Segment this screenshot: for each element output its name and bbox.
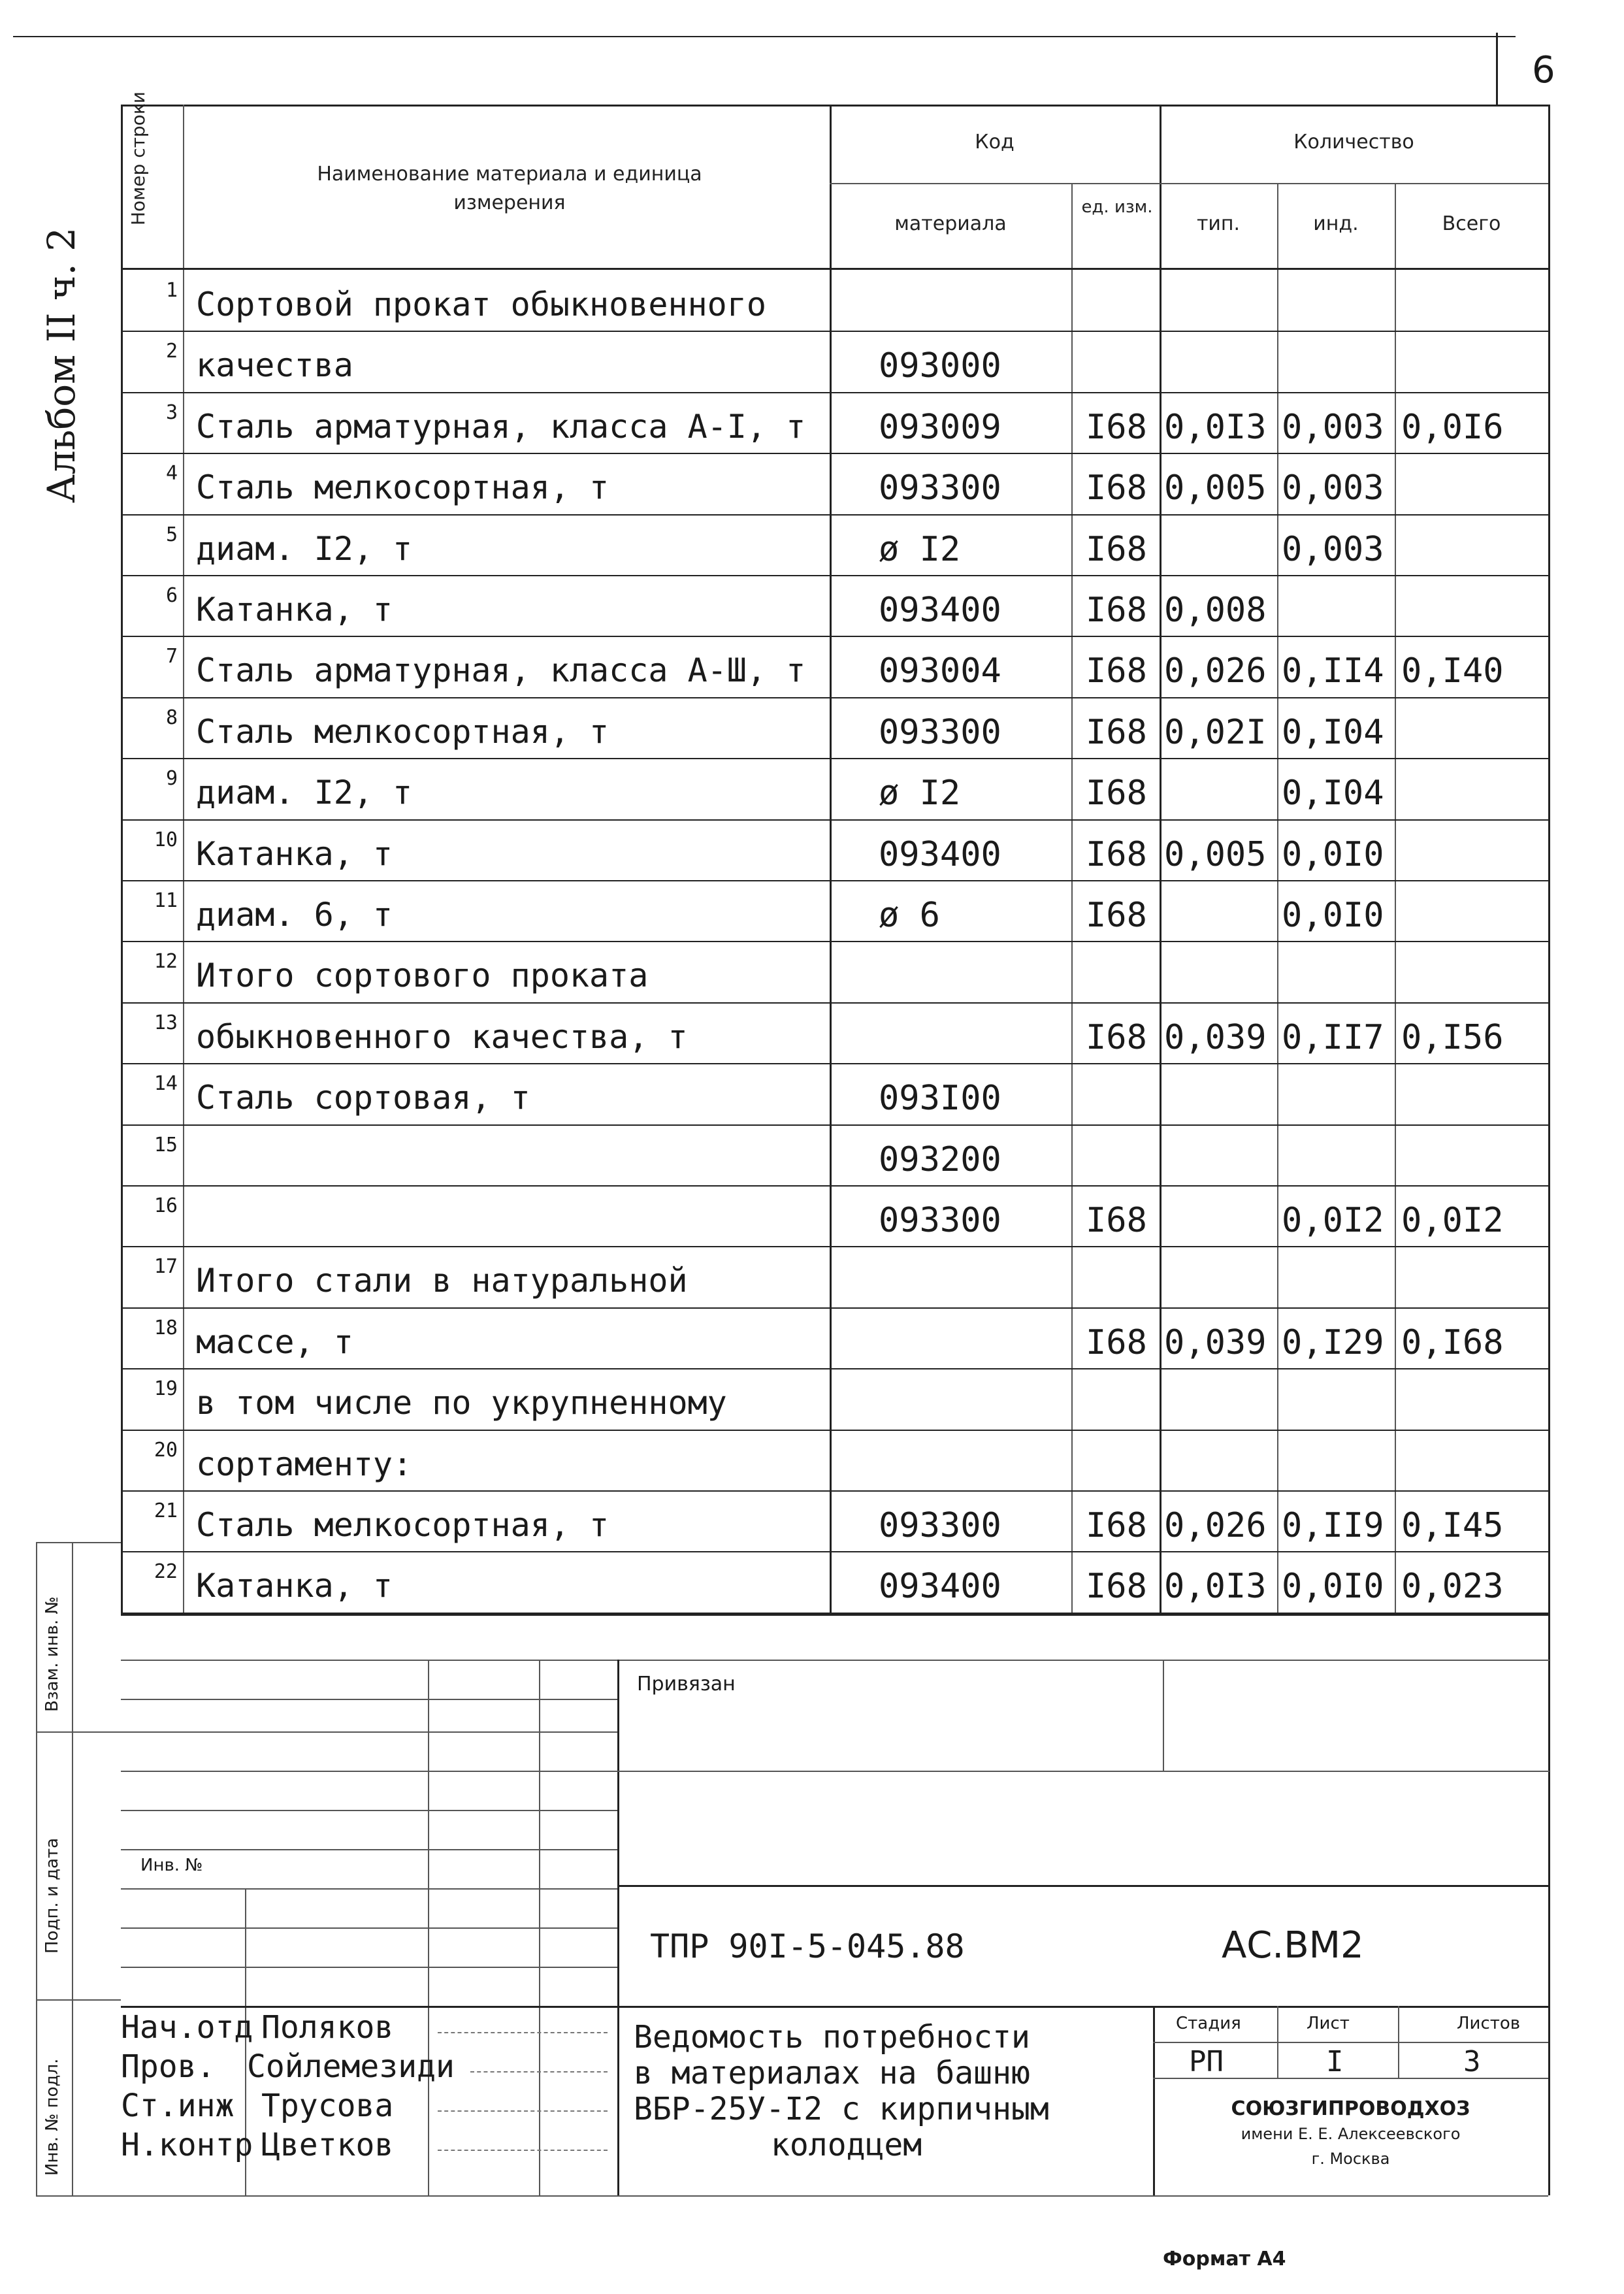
cell-unit: I68 <box>1086 1017 1147 1057</box>
cell-code: 093200 <box>879 1139 1001 1179</box>
cell-typ: 0,0I3 <box>1164 1567 1267 1607</box>
cell-total: 0,0I2 <box>1401 1201 1504 1240</box>
row-number: 9 <box>165 767 178 791</box>
row-divider <box>121 331 1550 332</box>
row-number: 8 <box>165 706 178 729</box>
title-line-2: в материалах на башню <box>634 2055 1030 2091</box>
header-code-unit: ед. изм. <box>1081 197 1153 217</box>
cell-name: Сталь мелкосортная, т <box>196 1506 609 1544</box>
row-divider <box>121 941 1550 942</box>
cell-name: в том числе по укрупненному <box>196 1384 727 1422</box>
cell-unit: I68 <box>1086 1201 1147 1240</box>
cell-ind: 0,I29 <box>1282 1322 1384 1362</box>
cell-unit: I68 <box>1086 529 1147 569</box>
stage-value: РП <box>1189 2045 1224 2078</box>
header-name: Наименование материала и единица измерения <box>317 163 702 214</box>
cell-name: массе, т <box>196 1322 353 1361</box>
cell-typ: 0,008 <box>1164 591 1267 630</box>
cell-typ: 0,039 <box>1164 1322 1267 1362</box>
sheet-code: АС.ВМ2 <box>1222 1924 1364 1967</box>
title-line-3: ВБР-25У-I2 с кирпичным <box>634 2091 1049 2127</box>
cell-total: 0,I56 <box>1401 1017 1504 1057</box>
header-quantity: Количество <box>1293 131 1414 154</box>
cell-unit: I68 <box>1086 896 1147 935</box>
stage-label: Стадия <box>1176 2014 1241 2033</box>
cell-name: Катанка, т <box>196 834 393 873</box>
row-number: 6 <box>165 584 178 607</box>
person-role-2: Пров. <box>121 2048 216 2085</box>
cell-name: Итого сортового проката <box>196 957 649 995</box>
cell-name: диам. I2, т <box>196 529 413 568</box>
cell-code: 093I00 <box>879 1079 1001 1119</box>
cell-ind: 0,003 <box>1282 529 1384 569</box>
row-divider <box>121 1002 1550 1004</box>
cell-code: ø 6 <box>879 896 940 935</box>
header-qty-ind: инд. <box>1313 212 1359 235</box>
row-divider <box>121 1246 1550 1247</box>
cell-code: 093400 <box>879 1567 1001 1607</box>
cell-total: 0,023 <box>1401 1567 1504 1607</box>
signature <box>438 2032 608 2033</box>
cell-name: сортаменту: <box>196 1445 413 1483</box>
org-line-2: имени Е. Е. Алексеевского <box>1241 2125 1461 2143</box>
person-name-3: Трусова <box>261 2088 394 2124</box>
cell-unit: I68 <box>1086 591 1147 630</box>
cell-name: диам. I2, т <box>196 774 413 812</box>
signature <box>470 2071 608 2073</box>
cell-name: Итого стали в натуральной <box>196 1262 688 1300</box>
row-divider <box>121 392 1550 393</box>
row-number: 21 <box>154 1499 178 1522</box>
cell-total: 0,I68 <box>1401 1322 1504 1362</box>
header-row-no: Номер строки <box>127 91 149 225</box>
row-divider <box>121 880 1550 881</box>
cell-typ: 0,005 <box>1164 834 1267 874</box>
row-number: 4 <box>165 462 178 485</box>
cell-unit: I68 <box>1086 1567 1147 1607</box>
cell-code: 093009 <box>879 407 1001 447</box>
row-divider <box>121 697 1550 698</box>
doc-code: ТПР 90I-5-045.88 <box>650 1927 965 1965</box>
cell-unit: I68 <box>1086 468 1147 508</box>
side-podp: Подп. и дата <box>42 1837 62 1954</box>
person-role-4: Н.контр <box>121 2127 253 2163</box>
side-vzam: Взам. инв. № <box>42 1596 62 1712</box>
cell-ind: 0,0I0 <box>1282 896 1384 935</box>
title-line-1: Ведомость потребности <box>634 2019 1030 2056</box>
cell-name: Сортовой прокат обыкновенного <box>196 286 766 323</box>
side-inv: Инв. № подл. <box>42 2058 62 2176</box>
row-number: 12 <box>154 950 178 974</box>
row-divider <box>121 575 1550 576</box>
row-number: 14 <box>154 1072 178 1096</box>
row-divider <box>121 453 1550 454</box>
frame-right <box>1548 105 1550 2195</box>
cell-typ: 0,0I3 <box>1164 407 1267 447</box>
row-divider <box>121 514 1550 516</box>
row-number: 2 <box>165 340 178 363</box>
row-divider <box>121 1124 1550 1126</box>
cell-ind: 0,II9 <box>1282 1506 1384 1545</box>
cell-name: Сталь арматурная, класса А-Ш, т <box>196 651 806 690</box>
cell-unit: I68 <box>1086 1506 1147 1545</box>
signature <box>438 2150 608 2151</box>
signature <box>438 2110 608 2112</box>
cell-total: 0,I45 <box>1401 1506 1504 1545</box>
row-number: 17 <box>154 1255 178 1279</box>
row-number: 19 <box>154 1377 178 1401</box>
row-number: 7 <box>165 645 178 668</box>
cell-ind: 0,I04 <box>1282 712 1384 752</box>
cell-unit: I68 <box>1086 651 1147 691</box>
person-role-1: Нач.отд <box>121 2009 253 2046</box>
cell-ind: 0,003 <box>1282 407 1384 447</box>
sheets-value: 3 <box>1463 2045 1481 2078</box>
row-number: 18 <box>154 1316 178 1339</box>
row-divider <box>121 819 1550 821</box>
album-label: Альбом II ч. 2 <box>39 227 84 503</box>
cell-unit: I68 <box>1086 407 1147 447</box>
cell-code: 093004 <box>879 651 1001 691</box>
cell-typ: 0,005 <box>1164 468 1267 508</box>
header-qty-typ: тип. <box>1196 212 1241 235</box>
person-role-3: Ст.инж <box>121 2088 235 2124</box>
cell-code: 093000 <box>879 346 1001 386</box>
row-number: 16 <box>154 1194 178 1217</box>
row-number: 13 <box>154 1011 178 1034</box>
cell-name: Сталь сортовая, т <box>196 1079 530 1117</box>
row-number: 22 <box>154 1560 178 1584</box>
row-number: 5 <box>165 523 178 546</box>
format-label: Формат А4 <box>1163 2248 1286 2270</box>
org-line-3: г. Москва <box>1311 2150 1390 2168</box>
cell-name: диам. 6, т <box>196 896 393 934</box>
cell-name: Сталь мелкосортная, т <box>196 468 609 507</box>
sheet-value: I <box>1326 2045 1344 2078</box>
row-divider <box>121 758 1550 759</box>
cell-name: обыкновенного качества, т <box>196 1017 688 1056</box>
row-divider <box>121 636 1550 637</box>
cell-typ: 0,026 <box>1164 1506 1267 1545</box>
cell-unit: I68 <box>1086 712 1147 752</box>
cell-typ: 0,02I <box>1164 712 1267 752</box>
row-number: 3 <box>165 401 178 424</box>
cell-ind: 0,I04 <box>1282 774 1384 813</box>
org-line-1: СОЮЗГИПРОВОДХОЗ <box>1231 2097 1470 2120</box>
cell-code: 093300 <box>879 1201 1001 1240</box>
cell-ind: 0,II7 <box>1282 1017 1384 1057</box>
sheets-label: Листов <box>1457 2014 1521 2033</box>
header-qty-total: Всего <box>1442 212 1501 235</box>
row-number: 10 <box>154 828 178 851</box>
row-number: 15 <box>154 1133 178 1156</box>
row-divider <box>121 1490 1550 1492</box>
person-name-2: Сойлемезиди <box>247 2048 455 2085</box>
cell-name: Сталь мелкосортная, т <box>196 712 609 751</box>
cell-code: 093300 <box>879 468 1001 508</box>
cell-name: Сталь арматурная, класса А-I, т <box>196 407 806 446</box>
inv-no-label: Инв. № <box>140 1856 203 1875</box>
cell-ind: 0,0I0 <box>1282 834 1384 874</box>
cell-code: 093300 <box>879 1506 1001 1545</box>
cell-name: Катанка, т <box>196 1567 393 1605</box>
cell-ind: 0,003 <box>1282 468 1384 508</box>
row-divider <box>121 1063 1550 1064</box>
cell-unit: I68 <box>1086 774 1147 813</box>
cell-typ: 0,039 <box>1164 1017 1267 1057</box>
sheet-label: Лист <box>1307 2014 1350 2033</box>
cell-code: 093400 <box>879 834 1001 874</box>
row-divider <box>121 1551 1550 1552</box>
person-name-4: Цветков <box>261 2127 394 2163</box>
cell-code: 093300 <box>879 712 1001 752</box>
row-divider <box>121 1430 1550 1431</box>
cell-unit: I68 <box>1086 834 1147 874</box>
row-divider <box>121 1307 1550 1309</box>
page-number: 6 <box>1532 49 1555 91</box>
cell-ind: 0,0I0 <box>1282 1567 1384 1607</box>
row-divider <box>121 1185 1550 1187</box>
header-code: Код <box>975 131 1015 154</box>
cell-typ: 0,026 <box>1164 651 1267 691</box>
header-code-material: материала <box>894 212 1007 235</box>
person-name-1: Поляков <box>261 2009 394 2046</box>
privyazan-label: Привязан <box>637 1673 736 1696</box>
row-divider <box>121 1368 1550 1369</box>
title-line-4: колодцем <box>771 2127 922 2163</box>
row-number: 1 <box>165 279 178 302</box>
cell-code: ø I2 <box>879 529 961 569</box>
cell-total: 0,I40 <box>1401 651 1504 691</box>
cell-total: 0,0I6 <box>1401 407 1504 447</box>
cell-name: качества <box>196 346 353 385</box>
cell-unit: I68 <box>1086 1322 1147 1362</box>
cell-ind: 0,II4 <box>1282 651 1384 691</box>
cell-code: 093400 <box>879 591 1001 630</box>
row-number: 20 <box>154 1438 178 1462</box>
cell-code: ø I2 <box>879 774 961 813</box>
cell-ind: 0,0I2 <box>1282 1201 1384 1240</box>
row-number: 11 <box>154 889 178 912</box>
cell-name: Катанка, т <box>196 591 393 629</box>
